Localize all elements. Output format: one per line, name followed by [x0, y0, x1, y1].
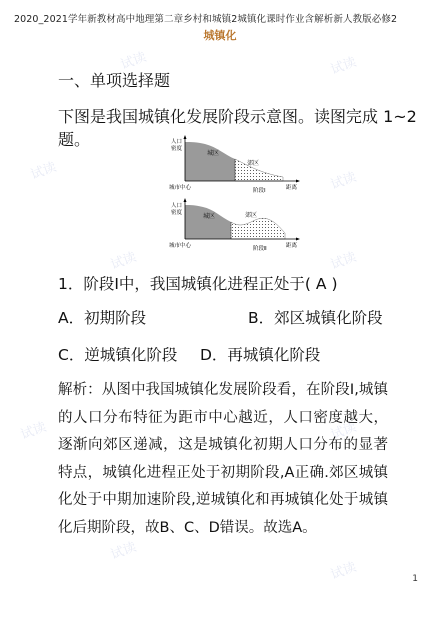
region-label-suburb: 郊区 — [247, 160, 260, 167]
origin-label: 城市中心 — [169, 243, 192, 249]
page-number: 1 — [412, 574, 418, 584]
region-label-city: 城区 — [207, 150, 220, 157]
watermark: 试读 — [328, 559, 359, 583]
suburb-area-shape — [231, 218, 285, 239]
y-axis-label: 密度 — [171, 210, 183, 216]
x-axis-label: 距离 — [286, 243, 298, 249]
x-axis-label: 距离 — [286, 185, 298, 191]
y-axis-label: 人口 — [171, 139, 183, 145]
watermark: 试读 — [328, 249, 359, 273]
watermark: 试读 — [108, 249, 139, 273]
diagram-stage-2 — [169, 198, 300, 251]
urbanization-stage-diagram — [165, 133, 305, 251]
section-heading: 一、单项选择题 — [58, 71, 171, 90]
watermark: 试读 — [328, 169, 359, 193]
answer-analysis: 解析：从图中我国城镇化发展阶段看，在阶段Ⅰ,城镇的人口分布特征为距市中心越近，人口密度越大，逐渐向郊区递减，这是城镇化初期人口分布的显著特点，城镇化进程正处于初期阶段,A正确.郊区城镇化处于中期加速阶段,逆城镇化和再城镇化处于城镇化后期阶段，故B、C、D错误。故选A。 — [58, 382, 388, 536]
option-c: C．逆城镇化阶段 — [58, 346, 178, 364]
city-area-shape — [185, 142, 235, 181]
question-1: 1．阶段Ⅰ中，我国城镇化进程正处于( A ) — [58, 275, 338, 293]
y-axis-label: 密度 — [171, 146, 183, 152]
watermark: 试读 — [108, 539, 139, 563]
watermark: 试读 — [28, 159, 59, 183]
diagram-stage-1 — [169, 135, 300, 194]
watermark: 试读 — [328, 54, 359, 78]
y-axis-label: 人口 — [171, 203, 183, 209]
origin-label: 城市中心 — [169, 185, 192, 191]
city-area-shape — [185, 205, 231, 239]
watermark: 试读 — [328, 419, 359, 443]
region-label-city: 城区 — [203, 213, 216, 220]
region-label-suburb: 郊区 — [245, 212, 258, 219]
arrow-right-icon — [296, 180, 300, 183]
option-d: D．再城镇化阶段 — [200, 346, 321, 364]
watermark: 试读 — [18, 419, 49, 443]
document-header: 2020_2021学年新教材高中地理第二章乡村和城镇2城镇化课时作业含解析新人教版必修2 — [14, 14, 398, 25]
watermark: 试读 — [118, 49, 149, 73]
option-b: B．郊区城镇化阶段 — [248, 309, 383, 327]
option-a: A．初期阶段 — [58, 309, 147, 327]
stage-label: 阶段Ⅰ — [253, 188, 266, 194]
stage-label: 阶段Ⅱ — [253, 246, 267, 251]
document-title: 城镇化 — [203, 29, 237, 42]
arrow-up-icon — [184, 198, 187, 202]
question-intro: 下图是我国城镇化发展阶段示意图。读图完成 1~2 题。 — [58, 107, 417, 149]
arrow-right-icon — [296, 238, 300, 241]
arrow-up-icon — [184, 135, 187, 139]
